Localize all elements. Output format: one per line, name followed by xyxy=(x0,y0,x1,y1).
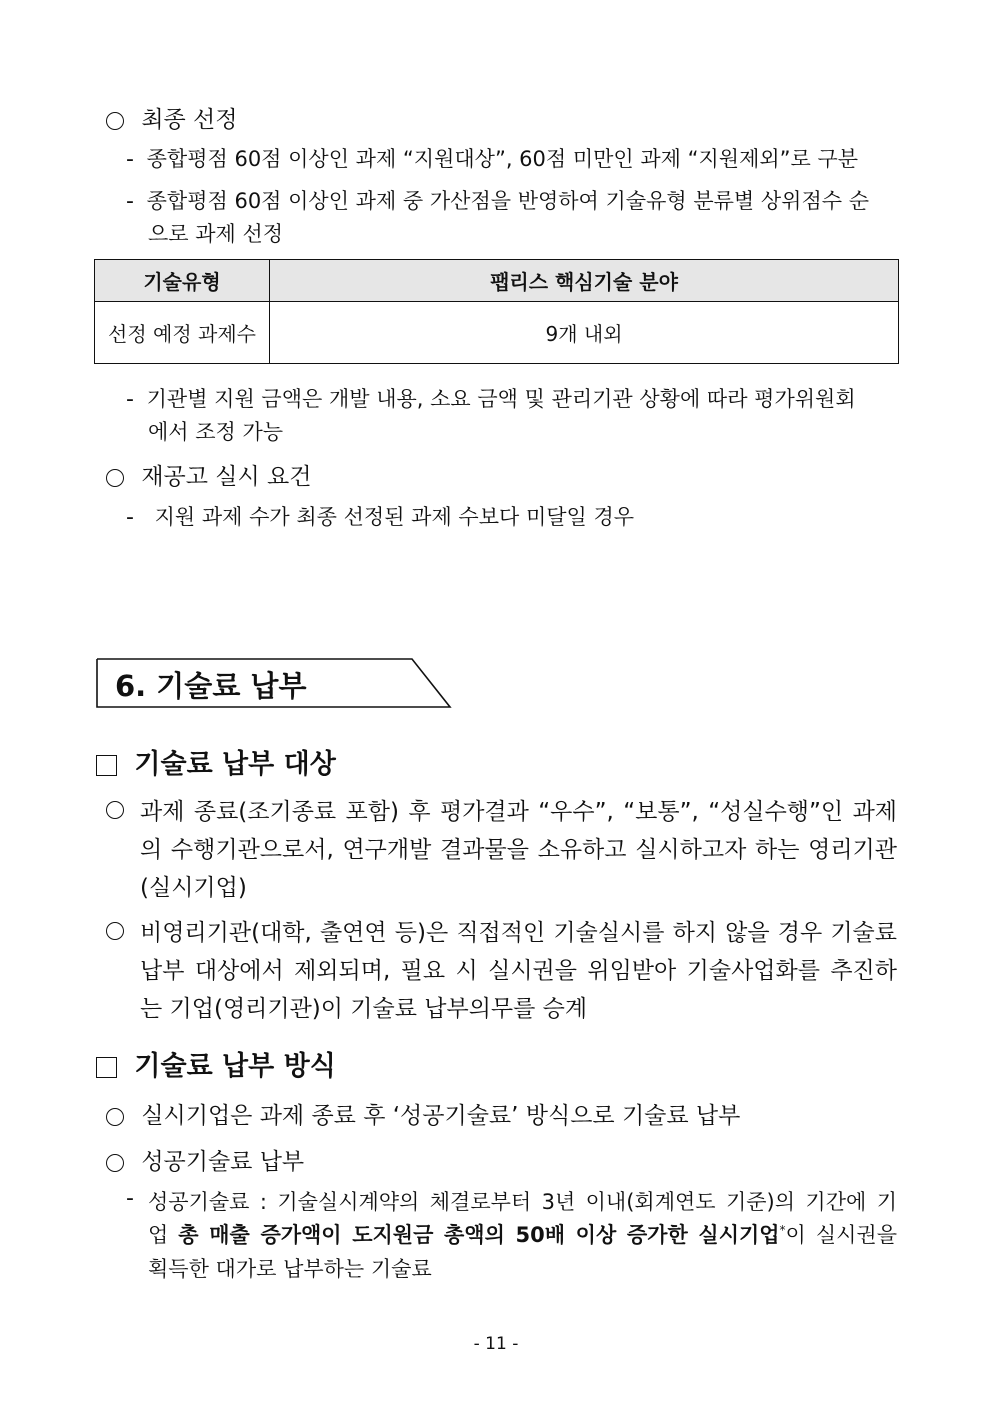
table-header-cell: 팹리스 핵심기술 분야 xyxy=(270,260,899,302)
payment-method-dash: - xyxy=(126,1186,134,1211)
page-number: - 11 - xyxy=(473,1334,519,1354)
circle-bullet-icon xyxy=(106,1108,124,1126)
reannounce-bullet: - 지원 과제 수가 최종 선정된 과제 수보다 미달일 경우 xyxy=(126,505,635,530)
payment-method-detail-line-2: 업 총 매출 증가액이 도지원금 총액의 50배 이상 증가한 실시기업*이 실시권을 xyxy=(148,1223,897,1247)
final-selection-bullet-2-cont: 으로 과제 선정 xyxy=(148,222,284,246)
payment-method-detail-line-1: 성공기술료 : 기술실시계약의 체결로부터 3년 이내(회계연도 기준)의 기간에 기 xyxy=(148,1190,897,1214)
payment-method-item-2: 성공기술료 납부 xyxy=(106,1143,304,1176)
payment-method-detail-line-3: 획득한 대가로 납부하는 기술료 xyxy=(148,1257,432,1281)
payment-target-item-2-line-1: 비영리기관(대학, 출연연 등)은 직접적인 기술실시를 하지 않을 경우 기술료 xyxy=(140,920,897,946)
section-title: 6. 기술료 납부 xyxy=(115,669,307,703)
reannounce-title: 재공고 실시 요건 xyxy=(141,464,312,490)
reannounce-item xyxy=(106,458,311,491)
funding-note: - 기관별 지원 금액은 개발 내용, 소요 금액 및 관리기관 상황에 따라 평가위원회 xyxy=(126,387,856,412)
payment-target-heading: 기술료 납부 대상 xyxy=(96,742,336,781)
circle-bullet-icon xyxy=(106,922,124,940)
payment-target-item-1 xyxy=(106,796,124,822)
payment-target-item-2-line-2: 납부 대상에서 제외되며, 필요 시 실시권을 위임받아 기술사업화를 추진하 xyxy=(140,958,897,984)
payment-target-item-1-line-3: (실시기업) xyxy=(140,875,247,901)
final-selection-title: 최종 선정 xyxy=(141,107,238,133)
payment-target-item-2-line-3: 는 기업(영리기관)이 기술료 납부의무를 승계 xyxy=(140,996,588,1022)
selection-table xyxy=(94,259,899,364)
checkbox-square-icon xyxy=(96,755,117,776)
table-header-row xyxy=(95,260,899,302)
funding-note-cont: 에서 조정 가능 xyxy=(148,420,284,444)
payment-target-item-1-line-1: 과제 종료(조기종료 포함) 후 평가결과 “우수”, “보통”, “성실수행”인 과제 xyxy=(140,799,897,825)
payment-method-item-1: 실시기업은 과제 종료 후 ‘성공기술료’ 방식으로 기술료 납부 xyxy=(106,1097,740,1130)
payment-target-item-2 xyxy=(106,917,124,943)
checkbox-square-icon xyxy=(96,1057,117,1078)
circle-bullet-icon xyxy=(106,469,124,487)
circle-bullet-icon xyxy=(106,1154,124,1172)
circle-bullet-icon xyxy=(106,801,124,819)
final-selection-item xyxy=(106,101,238,134)
payment-target-item-1-line-2: 의 수행기관으로서, 연구개발 결과물을 소유하고 실시하고자 하는 영리기관 xyxy=(140,837,897,863)
table-cell: 선정 예정 과제수 xyxy=(95,302,270,364)
circle-bullet-icon xyxy=(106,112,124,130)
table-header-cell: 기술유형 xyxy=(95,260,270,302)
table-cell: 9개 내외 xyxy=(270,302,899,364)
table-row xyxy=(95,302,899,364)
final-selection-bullet-2: - 종합평점 60점 이상인 과제 중 가산점을 반영하여 기술유형 분류별 상위점수 순 xyxy=(126,189,869,214)
final-selection-bullet-1: - 종합평점 60점 이상인 과제 “지원대상”, 60점 미만인 과제 “지원제외”로 구분 xyxy=(126,147,859,172)
emphasized-text: 총 매출 증가액이 도지원금 총액의 50배 이상 증가한 실시기업 xyxy=(178,1223,780,1247)
payment-method-heading: 기술료 납부 방식 xyxy=(96,1044,336,1083)
